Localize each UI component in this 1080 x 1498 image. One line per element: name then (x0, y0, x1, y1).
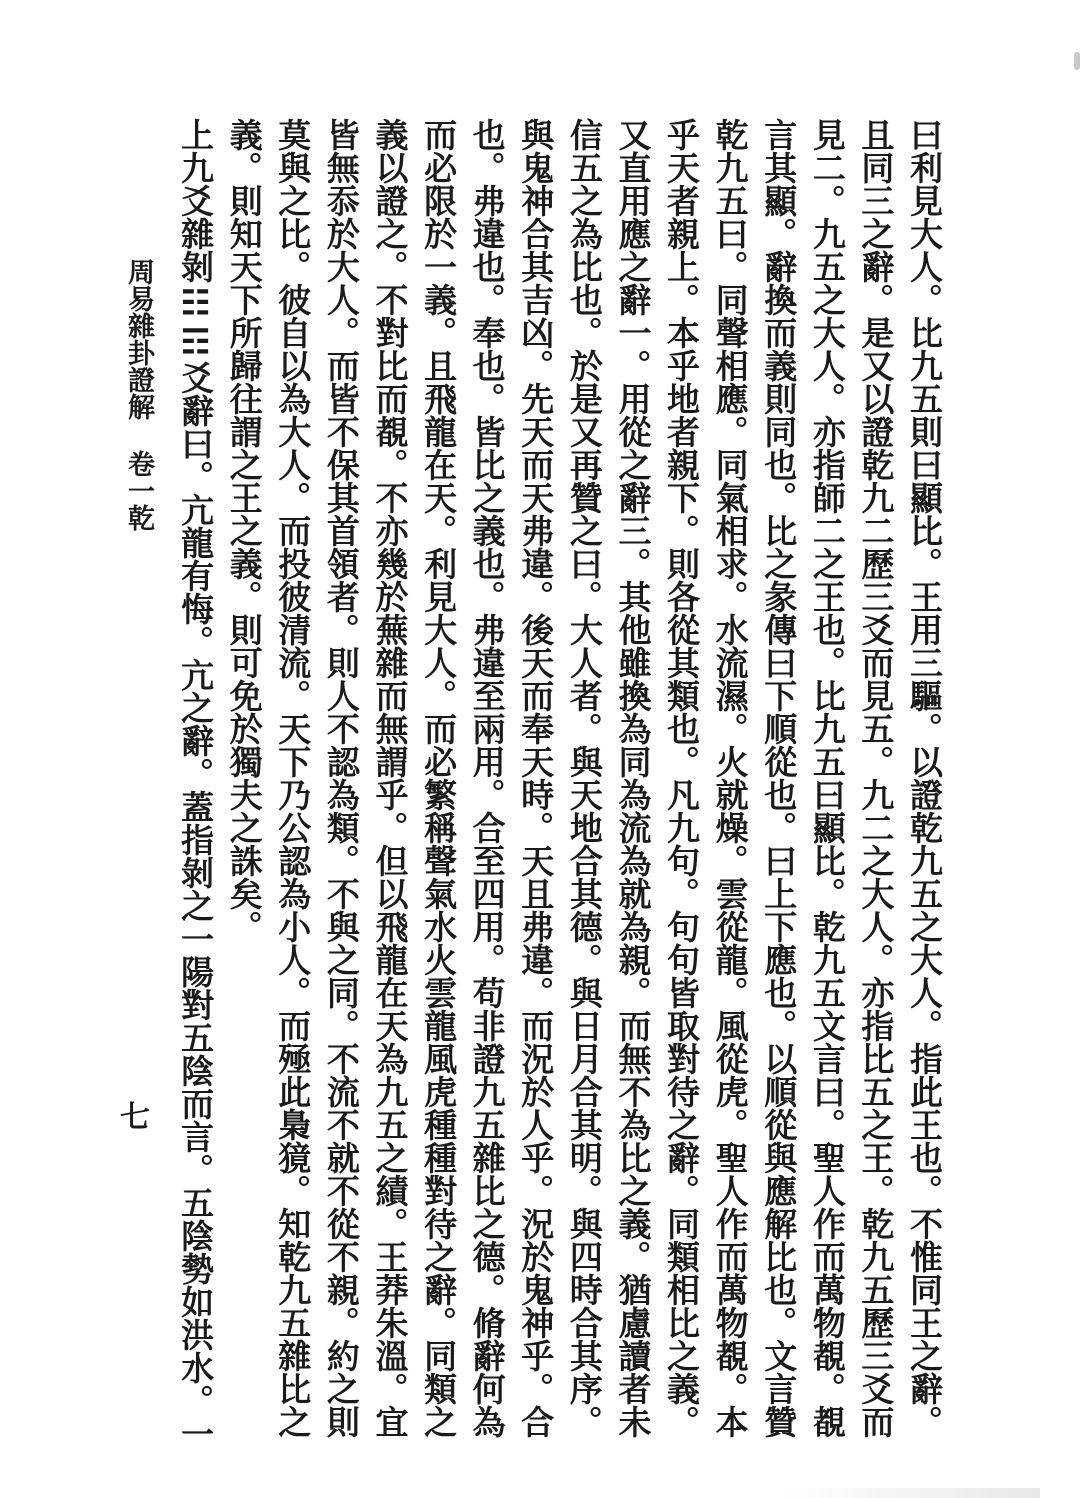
volume-label: 卷一 (123, 450, 154, 504)
scrollbar-thumb[interactable] (1074, 52, 1080, 70)
text-line: 也。弗違也。奉也。皆比之義也。弗違至兩用。合至四用。苟非證九五雜比之德。脩辭何為 (467, 118, 507, 1438)
text-line: 義。則知天下所歸往謂之王之義。則可免於獨夫之誅矣。 (224, 118, 264, 943)
vertical-text-body (171, 118, 949, 1448)
book-title: 周易雜卦證解 (123, 258, 154, 420)
text-line: 而必限於一義。且飛龍在天。利見大人。而必繁稱聲氣水火雲龍風虎種種對待之辭。同類之 (419, 118, 459, 1438)
text-line: 又直用應之辭一。用從之辭三。其他雖換為同為流為就為親。而無不為比之義。猶慮讀者未 (613, 118, 653, 1438)
text-line: 言其顯。辭換而義則同也。比之彖傳曰下順從也。曰上下應也。以順從與應解比也。文言贊 (759, 118, 799, 1438)
text-line: 且同三之辭。是又以證乾九二歷三爻而見五。九二之大人。亦指比五之王。乾九五歷三爻而 (856, 118, 896, 1438)
running-header (118, 258, 158, 1458)
text-line: 與鬼神合其吉凶。先天而天弗違。後天而奉天時。天且弗違。而況於人乎。況於鬼神乎。合 (516, 118, 556, 1438)
text-line: 曰利見大人。比九五則曰顯比。王用三驅。以證乾九五之大人。指此王也。不惟同王之辭。 (905, 118, 944, 1438)
page-number: 七 (120, 1100, 150, 1135)
text-line: 莫與之比。彼自以為大人。而投彼清流。天下乃公認為小人。而殛此梟獍。知乾九五雜比之 (273, 118, 313, 1438)
text-line: 乎天者親上。本乎地者親下。則各從其類也。凡九句。句句皆取對待之辭。同類相比之義。 (662, 118, 702, 1438)
text-line: 信五之為比也。於是又再贊之曰。大人者。與天地合其德。與日月合其明。與四時合其序。 (564, 118, 604, 1438)
text-line: 義以證之。不對比而覩。不亦幾於蕪雜而無謂乎。但以飛龍在天為九五之績。王莽朱溫。宜 (370, 118, 410, 1438)
page-edge-shadow (780, 1488, 1040, 1498)
text-line: 皆無忝於大人。而皆不保其首領者。則人不認為類。不與之同。不流不就不從不親。約之則 (321, 118, 361, 1438)
text-line: 上九爻雜剝☷☶爻辭曰。亢龍有悔。亢之辭。蓋指剝之一陽對五陰而言。五陰勢如洪水。一 (176, 118, 216, 1450)
text-line: 乾九五曰。同聲相應。同氣相求。水流濕。火就燥。雲從龍。風從虎。聖人作而萬物覩。本 (710, 118, 750, 1438)
text-line: 見二。九五之大人。亦指師二之王也。比九五曰顯比。乾九五文言曰。聖人作而萬物覩。覩 (807, 118, 847, 1438)
chapter-label: 乾 (123, 504, 154, 531)
